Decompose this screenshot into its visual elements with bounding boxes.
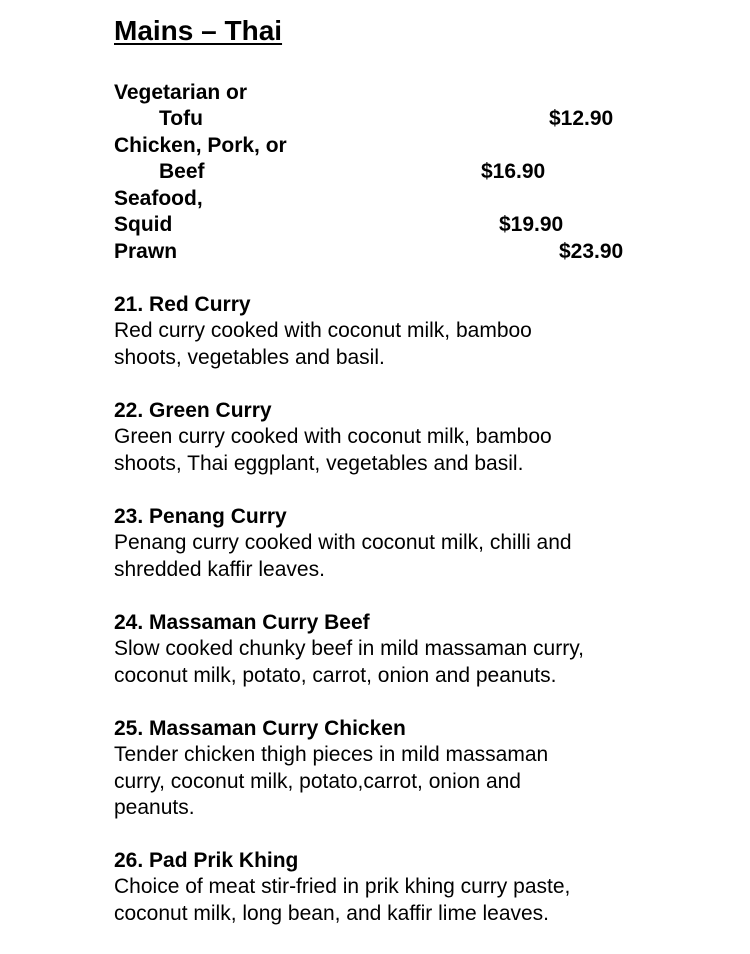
item-description-line: coconut milk, potato, carrot, onion and peanuts. [114, 663, 557, 687]
prawn-label: Prawn [114, 240, 178, 263]
menu-item-green-curry [114, 398, 634, 477]
squid-price: $19.90 [499, 213, 564, 236]
item-title: 24. Massaman Curry Beef [114, 611, 370, 634]
item-description-line: Penang curry cooked with coconut milk, chilli and [114, 531, 572, 554]
seafood-label: Seafood, [114, 187, 203, 210]
menu-item-pad-prik-khing [114, 848, 634, 927]
menu-item-red-curry [114, 292, 634, 371]
vegetarian-price: $12.90 [549, 107, 614, 130]
item-description-line: shoots, vegetables and basil. [114, 345, 385, 369]
item-description-line: Choice of meat stir-fried in prik khing curry paste, [114, 875, 571, 898]
item-title: 25. Massaman Curry Chicken [114, 717, 406, 740]
prawn-price: $23.90 [559, 240, 624, 263]
menu-item-penang-curry [114, 504, 634, 583]
menu-item-massaman-beef [114, 610, 634, 689]
meat-price: $16.90 [481, 160, 546, 183]
item-description-line: coconut milk, long bean, and kaffir lime leaves. [114, 901, 550, 925]
item-description-line: Slow cooked chunky beef in mild massaman curry, [114, 637, 584, 660]
beef-label: Beef [159, 160, 205, 183]
tofu-label: Tofu [159, 107, 203, 130]
item-title: 26. Pad Prik Khing [114, 849, 299, 872]
item-description-line: Green curry cooked with coconut milk, bamboo [114, 425, 552, 448]
item-title: 21. Red Curry [114, 293, 251, 316]
item-description-line: curry, coconut milk, potato,carrot, onion and [114, 769, 521, 793]
item-description-line: shoots, Thai eggplant, vegetables and basil. [114, 451, 524, 475]
item-description-line: shredded kaffir leaves. [114, 557, 325, 581]
item-title: 23. Penang Curry [114, 505, 287, 528]
item-description-line: peanuts. [114, 796, 195, 819]
item-title: 22. Green Curry [114, 399, 272, 422]
meat-label: Chicken, Pork, or [114, 134, 287, 157]
vegetarian-label: Vegetarian or [114, 81, 248, 104]
menu-item-massaman-chicken [114, 716, 634, 822]
item-description-line: Red curry cooked with coconut milk, bamboo [114, 319, 532, 342]
item-description-line: Tender chicken thigh pieces in mild massaman [114, 743, 549, 766]
squid-label: Squid [114, 213, 173, 236]
page-title: Mains – Thai [114, 15, 283, 46]
